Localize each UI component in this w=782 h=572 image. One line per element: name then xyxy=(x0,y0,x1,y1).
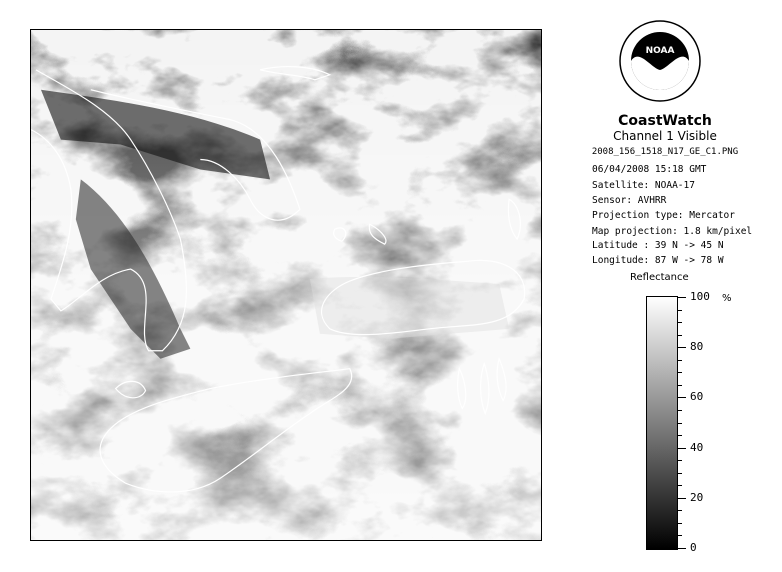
longitude-label: Longitude: 87 W -> 78 W xyxy=(592,255,724,266)
colorbar-major-tick xyxy=(678,498,686,499)
colorbar-minor-tick xyxy=(678,322,682,323)
colorbar-minor-tick xyxy=(678,523,682,524)
colorbar-minor-tick xyxy=(678,473,682,474)
projection-type-label: Projection type: Mercator xyxy=(592,210,735,221)
colorbar-tick-label: 40 xyxy=(690,440,704,454)
sensor-label: Sensor: AVHRR xyxy=(592,195,667,206)
filename-label: 2008_156_1518_N17_GE_C1.PNG xyxy=(591,147,739,157)
satellite-image xyxy=(30,29,542,541)
colorbar-minor-tick xyxy=(678,535,682,536)
colorbar-minor-tick xyxy=(678,410,682,411)
noaa-logo xyxy=(619,20,701,102)
colorbar-minor-tick xyxy=(678,460,682,461)
colorbar-minor-tick xyxy=(678,510,682,511)
product-title: CoastWatch xyxy=(618,113,712,129)
colorbar-major-tick xyxy=(678,347,686,348)
colorbar-minor-tick xyxy=(678,423,682,424)
colorbar-tick-label: 0 xyxy=(690,541,697,554)
latitude-label: Latitude : 39 N -> 45 N xyxy=(592,240,724,251)
colorbar-minor-tick xyxy=(678,372,682,373)
colorbar-unit: % xyxy=(722,293,732,304)
logo-text: NOAA xyxy=(645,46,675,56)
satellite-label: Satellite: NOAA-17 xyxy=(592,180,695,191)
colorbar-title: Reflectance xyxy=(630,272,689,283)
channel-label: Channel 1 Visible xyxy=(613,129,717,143)
colorbar-tick-label: 100 xyxy=(690,290,710,303)
colorbar-major-tick xyxy=(678,448,686,449)
colorbar-minor-tick xyxy=(678,385,682,386)
colorbar-tick-label: 60 xyxy=(690,390,704,404)
colorbar-major-tick xyxy=(678,397,686,398)
colorbar-major-tick xyxy=(678,548,686,549)
colorbar-tick-label: 20 xyxy=(690,490,704,504)
colorbar-minor-tick xyxy=(678,360,682,361)
datetime-label: 06/04/2008 15:18 GMT xyxy=(592,164,707,175)
colorbar xyxy=(646,296,678,550)
colorbar-minor-tick xyxy=(678,485,682,486)
colorbar-tick-label: 80 xyxy=(690,340,704,354)
map-projection-label: Map projection: 1.8 km/pixel xyxy=(592,226,753,237)
colorbar-minor-tick xyxy=(678,310,682,311)
colorbar-minor-tick xyxy=(678,435,682,436)
colorbar-minor-tick xyxy=(678,335,682,336)
colorbar-major-tick xyxy=(678,297,686,298)
